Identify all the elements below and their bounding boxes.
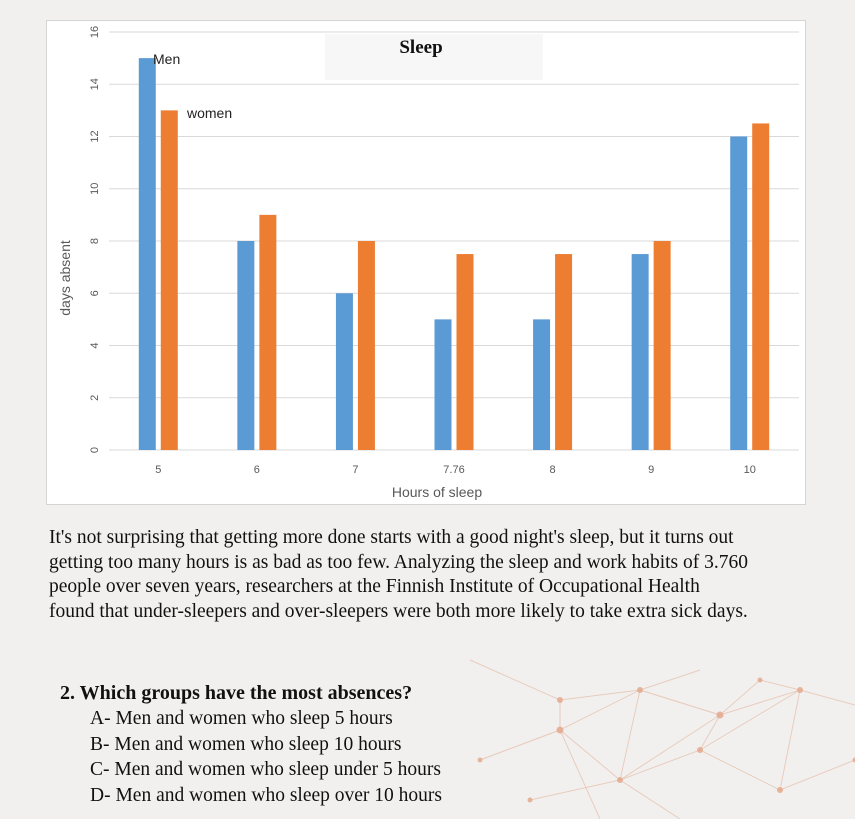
y-tick-label: 14 [89,78,101,91]
bar-men-6 [237,241,254,450]
x-tick-label: 9 [648,464,655,476]
y-tick-label: 4 [89,342,101,349]
bar-women-5 [161,110,178,450]
question-title [60,681,620,706]
bar-men-7.76 [435,319,452,450]
y-tick-label: 0 [89,446,101,454]
question-block [60,681,620,808]
bar-men-7 [336,293,353,450]
option-d[interactable]: D- Men and women who sleep over 10 hours [90,784,443,806]
x-tick-label: 7.76 [443,464,465,476]
bar-chart [47,21,807,506]
chart-title: Sleep [399,37,443,58]
y-tick-label: 6 [89,290,101,297]
question-text: Which groups have the most absences? [79,682,413,704]
question-number: 2. [60,682,75,704]
x-axis-title: Hours of sleep [391,484,483,500]
y-tick-label: 8 [89,237,101,245]
bar-women-6 [259,215,276,450]
bar-women-8 [555,254,572,450]
option-c[interactable]: C- Men and women who sleep under 5 hours [90,759,441,780]
series-label-women: women [187,105,233,121]
bar-women-7 [358,241,375,450]
bar-men-10 [730,137,747,451]
chart-card [46,20,806,505]
x-tick-label: 5 [155,464,162,476]
option-a[interactable]: A- Men and women who sleep 5 hours [90,708,393,729]
x-tick-label: 8 [549,464,556,476]
bar-women-9 [654,241,671,450]
bar-women-10 [752,123,769,450]
y-tick-label: 10 [89,182,101,195]
x-tick-label: 10 [743,464,756,476]
y-axis-title: days absent [57,240,73,316]
x-tick-label: 7 [352,464,359,476]
option-b[interactable]: B- Men and women who sleep 10 hours [90,733,402,755]
series-label-men: Men [153,51,181,67]
bar-women-7.76 [457,254,474,450]
bar-men-8 [533,319,550,450]
y-tick-label: 16 [89,25,101,39]
x-tick-label: 6 [253,464,260,476]
y-tick-label: 2 [89,394,101,401]
bar-men-9 [632,254,649,450]
bar-men-5 [139,58,156,450]
y-tick-label: 12 [89,130,101,143]
body-paragraph: It's not surprising that getting more done starts with a good night's sleep, but it turns out getting too many hours is as bad as too few. Analyzing the sleep and work habits of 3.760 people over seven years, researchers at the Finnish Institute of Occupational Health found that under-sleepers and over-sleepers were both more likely to take extra sick days. [49,527,748,622]
